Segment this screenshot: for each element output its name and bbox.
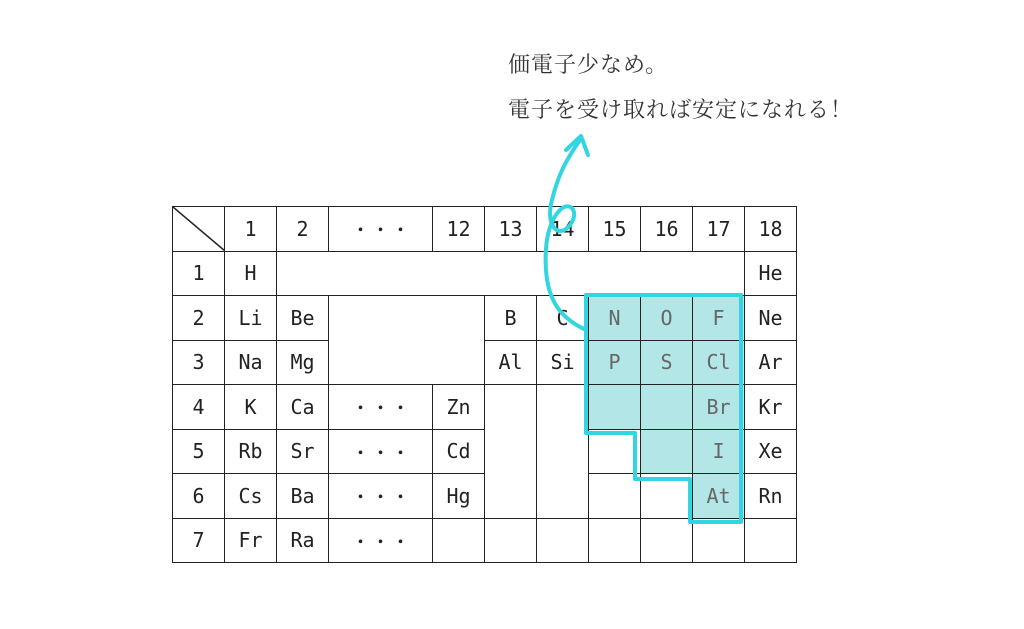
element-cell: Zn	[433, 385, 485, 430]
element-cell: Ba	[277, 474, 329, 519]
empty-cell	[589, 474, 641, 519]
group-header: 14	[537, 207, 589, 252]
ellipsis-cell: ・・・	[329, 518, 433, 563]
period-label: 6	[173, 474, 225, 519]
period-label: 5	[173, 429, 225, 474]
empty-cell	[485, 429, 537, 474]
element-cell: Be	[277, 296, 329, 341]
element-cell: Li	[225, 296, 277, 341]
empty-cell	[485, 385, 537, 430]
group-header: ・・・	[329, 207, 433, 252]
element-cell-highlighted: Cl	[693, 340, 745, 385]
empty-cell	[693, 518, 745, 563]
group-header: 16	[641, 207, 693, 252]
element-cell: Ar	[745, 340, 797, 385]
element-cell: Al	[485, 340, 537, 385]
empty-cell	[589, 429, 641, 474]
period-label: 1	[173, 251, 225, 296]
element-cell-highlighted: N	[589, 296, 641, 341]
ellipsis-cell: ・・・	[329, 385, 433, 430]
period-row-5	[173, 429, 797, 474]
group-header: 17	[693, 207, 745, 252]
element-cell-highlighted: I	[693, 429, 745, 474]
period-label: 4	[173, 385, 225, 430]
element-cell-highlighted: S	[641, 340, 693, 385]
element-cell: Mg	[277, 340, 329, 385]
diagonal-line	[173, 207, 225, 251]
element-cell: Na	[225, 340, 277, 385]
period-row-1	[173, 251, 797, 296]
element-cell: Ne	[745, 296, 797, 341]
period-label: 2	[173, 296, 225, 341]
element-cell-highlighted: Br	[693, 385, 745, 430]
period-row-3	[173, 340, 797, 385]
element-cell: B	[485, 296, 537, 341]
empty-cell	[485, 474, 537, 519]
empty-cell	[745, 518, 797, 563]
empty-cell	[537, 385, 589, 430]
periodic-table	[172, 206, 797, 563]
period-row-4	[173, 385, 797, 430]
element-cell: Kr	[745, 385, 797, 430]
empty-cell-highlighted	[641, 385, 693, 430]
element-cell: C	[537, 296, 589, 341]
empty-cell	[537, 518, 589, 563]
empty-span	[277, 251, 745, 296]
note-line-2: 電子を受け取れば安定になれる！	[508, 98, 854, 123]
element-cell-highlighted: O	[641, 296, 693, 341]
empty-cell	[589, 518, 641, 563]
period-label: 7	[173, 518, 225, 563]
ellipsis-cell: ・・・	[329, 474, 433, 519]
element-cell: He	[745, 251, 797, 296]
group-header: 18	[745, 207, 797, 252]
empty-cell	[537, 474, 589, 519]
element-cell: Xe	[745, 429, 797, 474]
element-cell: Fr	[225, 518, 277, 563]
empty-cell	[641, 474, 693, 519]
ellipsis-cell: ・・・	[329, 429, 433, 474]
empty-block	[329, 296, 485, 385]
group-header: 15	[589, 207, 641, 252]
group-header: 2	[277, 207, 329, 252]
element-cell-highlighted: At	[693, 474, 745, 519]
empty-cell	[485, 518, 537, 563]
element-cell: Si	[537, 340, 589, 385]
empty-cell	[433, 518, 485, 563]
element-cell: Cd	[433, 429, 485, 474]
element-cell: Hg	[433, 474, 485, 519]
element-cell-highlighted: F	[693, 296, 745, 341]
element-cell: Rn	[745, 474, 797, 519]
group-header: 13	[485, 207, 537, 252]
empty-cell	[537, 429, 589, 474]
group-header: 1	[225, 207, 277, 252]
period-label: 3	[173, 340, 225, 385]
arrow-head	[566, 136, 588, 155]
empty-cell-highlighted	[641, 429, 693, 474]
element-cell: H	[225, 251, 277, 296]
element-cell: K	[225, 385, 277, 430]
period-row-6	[173, 474, 797, 519]
period-row-7	[173, 518, 797, 563]
element-cell: Cs	[225, 474, 277, 519]
element-cell: Ca	[277, 385, 329, 430]
element-cell: Sr	[277, 429, 329, 474]
element-cell: Ra	[277, 518, 329, 563]
header-row	[173, 207, 797, 252]
empty-cell	[641, 518, 693, 563]
element-cell: Rb	[225, 429, 277, 474]
empty-cell-highlighted	[589, 385, 641, 430]
corner-cell	[173, 207, 225, 252]
group-header: 12	[433, 207, 485, 252]
note-line-1: 価電子少なめ。	[508, 53, 669, 78]
period-row-2	[173, 296, 797, 341]
element-cell-highlighted: P	[589, 340, 641, 385]
